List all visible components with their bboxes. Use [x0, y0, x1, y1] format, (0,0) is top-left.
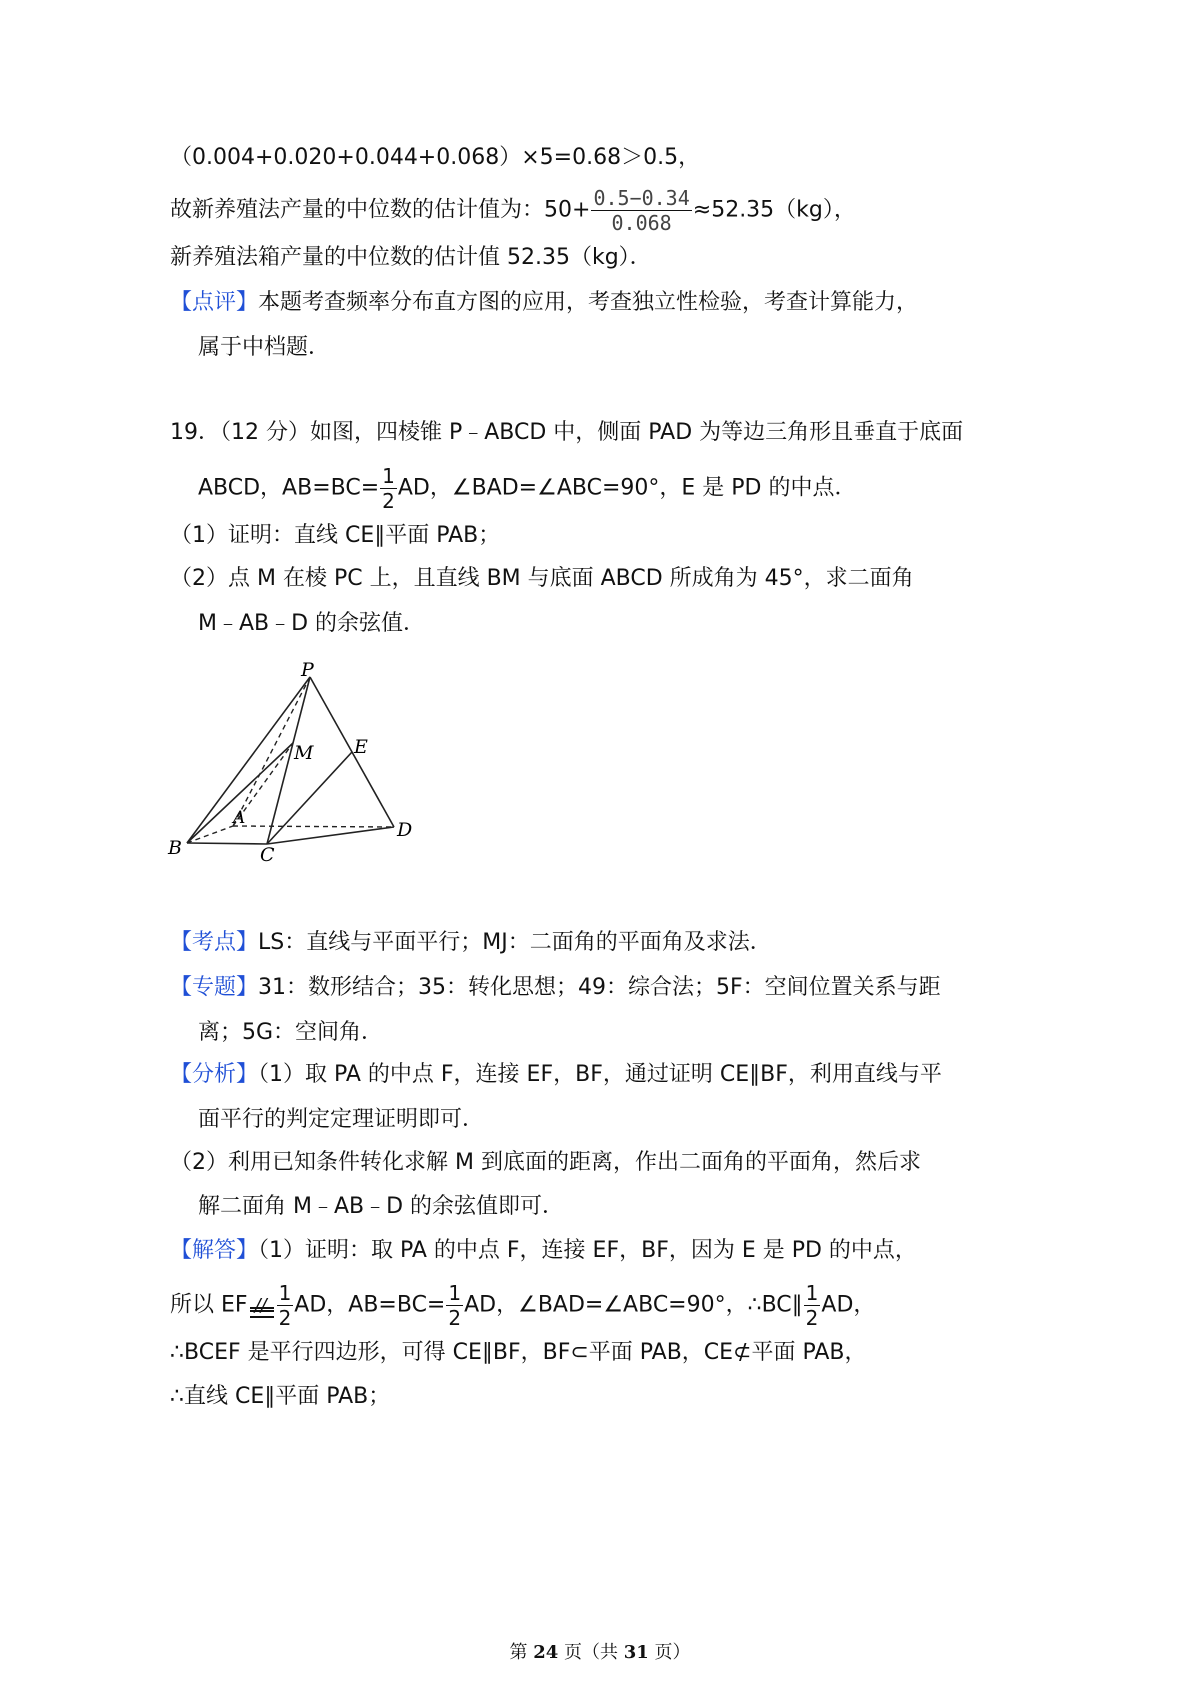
comment-line-2: 属于中档题．	[198, 335, 331, 360]
label-A: A	[233, 808, 246, 828]
label-B: B	[168, 837, 182, 859]
fraction-half: $\frac{1}{2}$	[448, 1281, 462, 1330]
question-19-line-2: ABCD，AB=BC= $\frac{1}{2}$ AD，∠BAD=∠ABC=90°，E 是 PD 的中点．	[198, 464, 857, 513]
zhuanti-line-2: 离；5G：空间角．	[198, 1020, 384, 1045]
median-estimate-line: 故新养殖法产量的中位数的估计值为：50+ $\frac{0.5-0.34}{0.068}$ ≈52.35（kg），	[170, 186, 856, 235]
fenxi-line-4: 解二面角 M﹣AB﹣D 的余弦值即可．	[198, 1194, 565, 1219]
question-19-part-1: （1）证明：直线 CE∥平面 PAB；	[170, 523, 501, 548]
fenxi-line-3: （2）利用已知条件转化求解 M 到底面的距离，作出二面角的平面角，然后求	[170, 1150, 921, 1175]
jieda-line-4: ∴直线 CE∥平面 PAB；	[170, 1384, 391, 1409]
edge-AD	[233, 826, 394, 827]
label-E: E	[354, 736, 368, 758]
jieda-line: 【解答】（1）证明：取 PA 的中点 F，连接 EF，BF，因为 E 是 PD 的中点，	[170, 1238, 917, 1263]
comment-tag: 【点评】	[170, 290, 259, 315]
fraction-half: $\frac{1}{2}$	[382, 464, 395, 513]
label-C: C	[260, 844, 275, 866]
edge-CE	[267, 752, 352, 844]
kaodian-line: 【考点】LS：直线与平面平行；MJ：二面角的平面角及求法．	[170, 930, 772, 955]
label-P: P	[301, 660, 314, 681]
zhuanti-line: 【专题】31：数形结合；35：转化思想；49：综合法；5F：空间位置关系与距	[170, 975, 941, 1000]
question-19-title: 19．（12 分）如图，四棱锥 P﹣ABCD 中，侧面 PAD 为等边三角形且垂直于底面	[170, 420, 964, 445]
fenxi-line: 【分析】（1）取 PA 的中点 F，连接 EF，BF，通过证明 CE∥BF，利用直线与平	[170, 1062, 942, 1087]
page-footer: 第 24 页（共 31 页）	[509, 1642, 691, 1663]
edge-BM	[187, 743, 293, 843]
kaodian-tag: 【考点】	[170, 930, 259, 955]
edge-CD	[267, 827, 394, 844]
fraction-half: $\frac{1}{2}$	[278, 1281, 292, 1330]
question-19-part-2: （2）点 M 在棱 PC 上，且直线 BM 与底面 ABCD 所成角为 45°，求二面角	[170, 566, 914, 591]
page-total: 31	[623, 1642, 649, 1663]
edge-BC	[187, 843, 267, 844]
question-19-part-2b: M﹣AB﹣D 的余弦值．	[198, 611, 426, 636]
label-D: D	[397, 819, 413, 841]
zhuanti-tag: 【专题】	[170, 975, 259, 1000]
jieda-tag: 【解答】	[170, 1238, 259, 1263]
fraction-half: $\frac{1}{2}$	[805, 1281, 819, 1330]
fenxi-tag: 【分析】	[170, 1062, 259, 1087]
pyramid-figure	[160, 660, 430, 870]
median-conclusion: 新养殖法箱产量的中位数的估计值 52.35（kg）．	[170, 245, 652, 270]
fenxi-line-2: 面平行的判定定理证明即可．	[198, 1107, 485, 1132]
label-M: M	[294, 742, 314, 764]
comment-line: 【点评】本题考查频率分布直方图的应用，考查独立性检验，考查计算能力，	[170, 290, 919, 315]
calc-line: （0.004+0.020+0.044+0.068）×5=0.68＞0.5，	[170, 145, 701, 170]
jieda-line-2: 所以 EF // $\frac{1}{2}$ AD，AB=BC= $\frac{1}{2}$ AD，∠BAD=∠ABC=90°，∴BC∥ $\frac{1}{2}$ AD，	[170, 1281, 876, 1330]
parallel-equal-symbol: //	[250, 1293, 274, 1319]
jieda-line-3: ∴BCEF 是平行四边形，可得 CE∥BF，BF⊂平面 PAB，CE⊄平面 PAB，	[170, 1340, 867, 1365]
page-number: 24	[533, 1642, 559, 1663]
fraction: $\frac{0.5-0.34}{0.068}$	[593, 186, 690, 235]
